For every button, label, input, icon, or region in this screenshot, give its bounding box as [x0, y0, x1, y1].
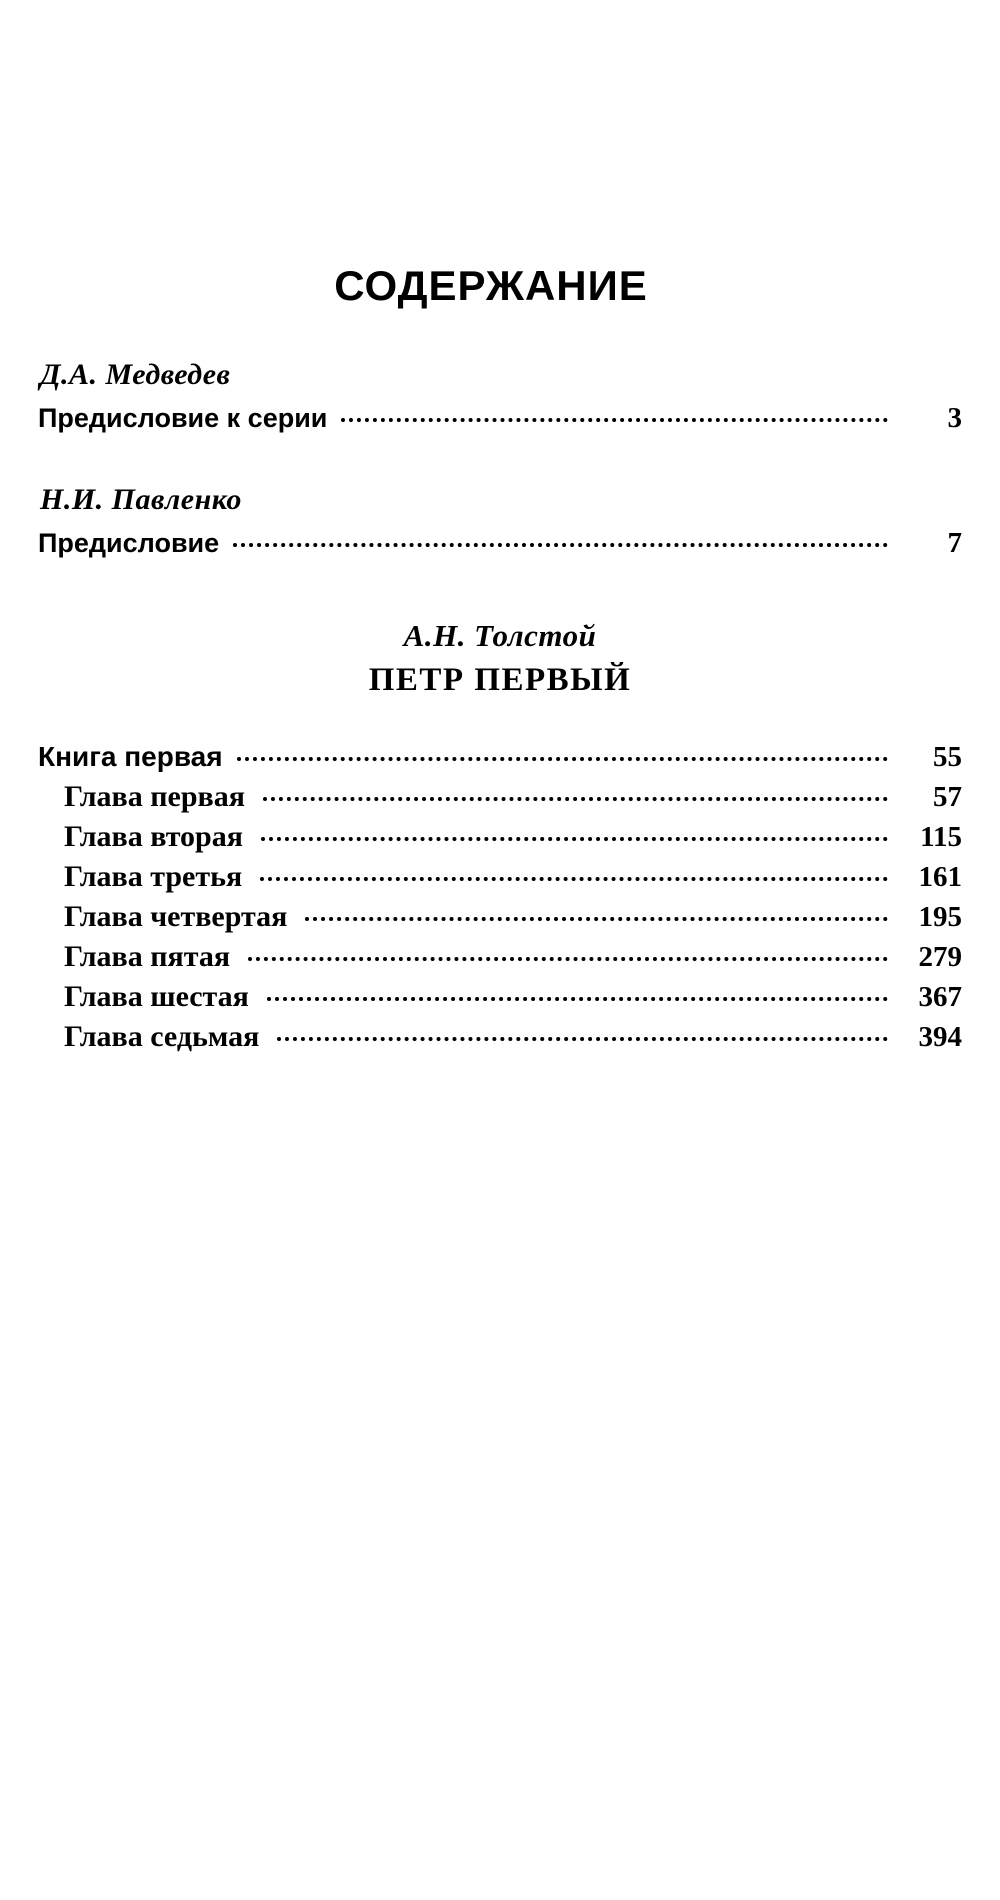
- toc-entry-chapter[interactable]: [64, 940, 962, 974]
- toc-entry-label: Глава седьмая: [64, 1020, 260, 1053]
- leader-dots: [237, 757, 888, 761]
- toc-entry-page: 55: [933, 741, 962, 773]
- front-matter-section: [38, 358, 962, 560]
- page-title: СОДЕРЖАНИЕ: [334, 262, 648, 309]
- toc-entry-page: 115: [920, 821, 962, 853]
- toc-entry-page: 57: [933, 781, 962, 813]
- toc-entry-label: Глава вторая: [64, 820, 243, 853]
- leader-dots: [277, 1037, 888, 1041]
- toc-entry-chapter[interactable]: [64, 980, 962, 1014]
- toc-entry-page: 195: [918, 901, 962, 933]
- toc-entry-chapter[interactable]: [64, 860, 962, 894]
- leader-dots: [233, 543, 888, 547]
- work-heading: [38, 618, 962, 699]
- toc-entry-chapter[interactable]: [64, 900, 962, 934]
- toc-entry-label: Глава третья: [64, 860, 243, 893]
- toc-entry-page: 367: [918, 981, 962, 1013]
- toc-entry-book-one[interactable]: [38, 741, 962, 774]
- toc-entry-chapter[interactable]: [64, 1020, 962, 1054]
- leader-dots: [305, 917, 888, 921]
- leader-dots: [341, 418, 888, 422]
- toc-entry-page: 394: [918, 1021, 962, 1053]
- book-section: [38, 741, 962, 1054]
- toc-entry-preface-series[interactable]: [38, 402, 962, 435]
- toc-entry-label: Глава пятая: [64, 940, 231, 973]
- leader-dots: [248, 957, 888, 961]
- toc-entry-page: 7: [947, 527, 962, 559]
- work-title: ПЕТР ПЕРВЫЙ: [368, 662, 632, 698]
- toc-entry-page: 161: [918, 861, 962, 893]
- toc-entry-label: Книга первая: [38, 741, 223, 772]
- leader-dots: [260, 877, 888, 881]
- toc-entry-label: Глава шестая: [64, 980, 249, 1013]
- toc-page: [0, 262, 1000, 1900]
- leader-dots: [263, 797, 888, 801]
- entry-author: Н.И. Павленко: [40, 483, 242, 516]
- entry-author: Д.А. Медведев: [40, 358, 231, 391]
- toc-entry-chapter[interactable]: [64, 820, 962, 854]
- toc-entry-chapter[interactable]: [64, 780, 962, 814]
- toc-entry-page: 279: [918, 941, 962, 973]
- leader-dots: [267, 997, 888, 1001]
- toc-entry-preface[interactable]: [38, 527, 962, 560]
- leader-dots: [261, 837, 888, 841]
- toc-entry-page: 3: [947, 402, 962, 434]
- toc-entry-label: Предисловие к серии: [38, 403, 328, 433]
- toc-entry-label: Глава первая: [64, 780, 245, 813]
- work-author: А.Н. Толстой: [403, 618, 597, 653]
- toc-entry-label: Глава четвертая: [64, 900, 288, 933]
- toc-entry-label: Предисловие: [38, 528, 220, 558]
